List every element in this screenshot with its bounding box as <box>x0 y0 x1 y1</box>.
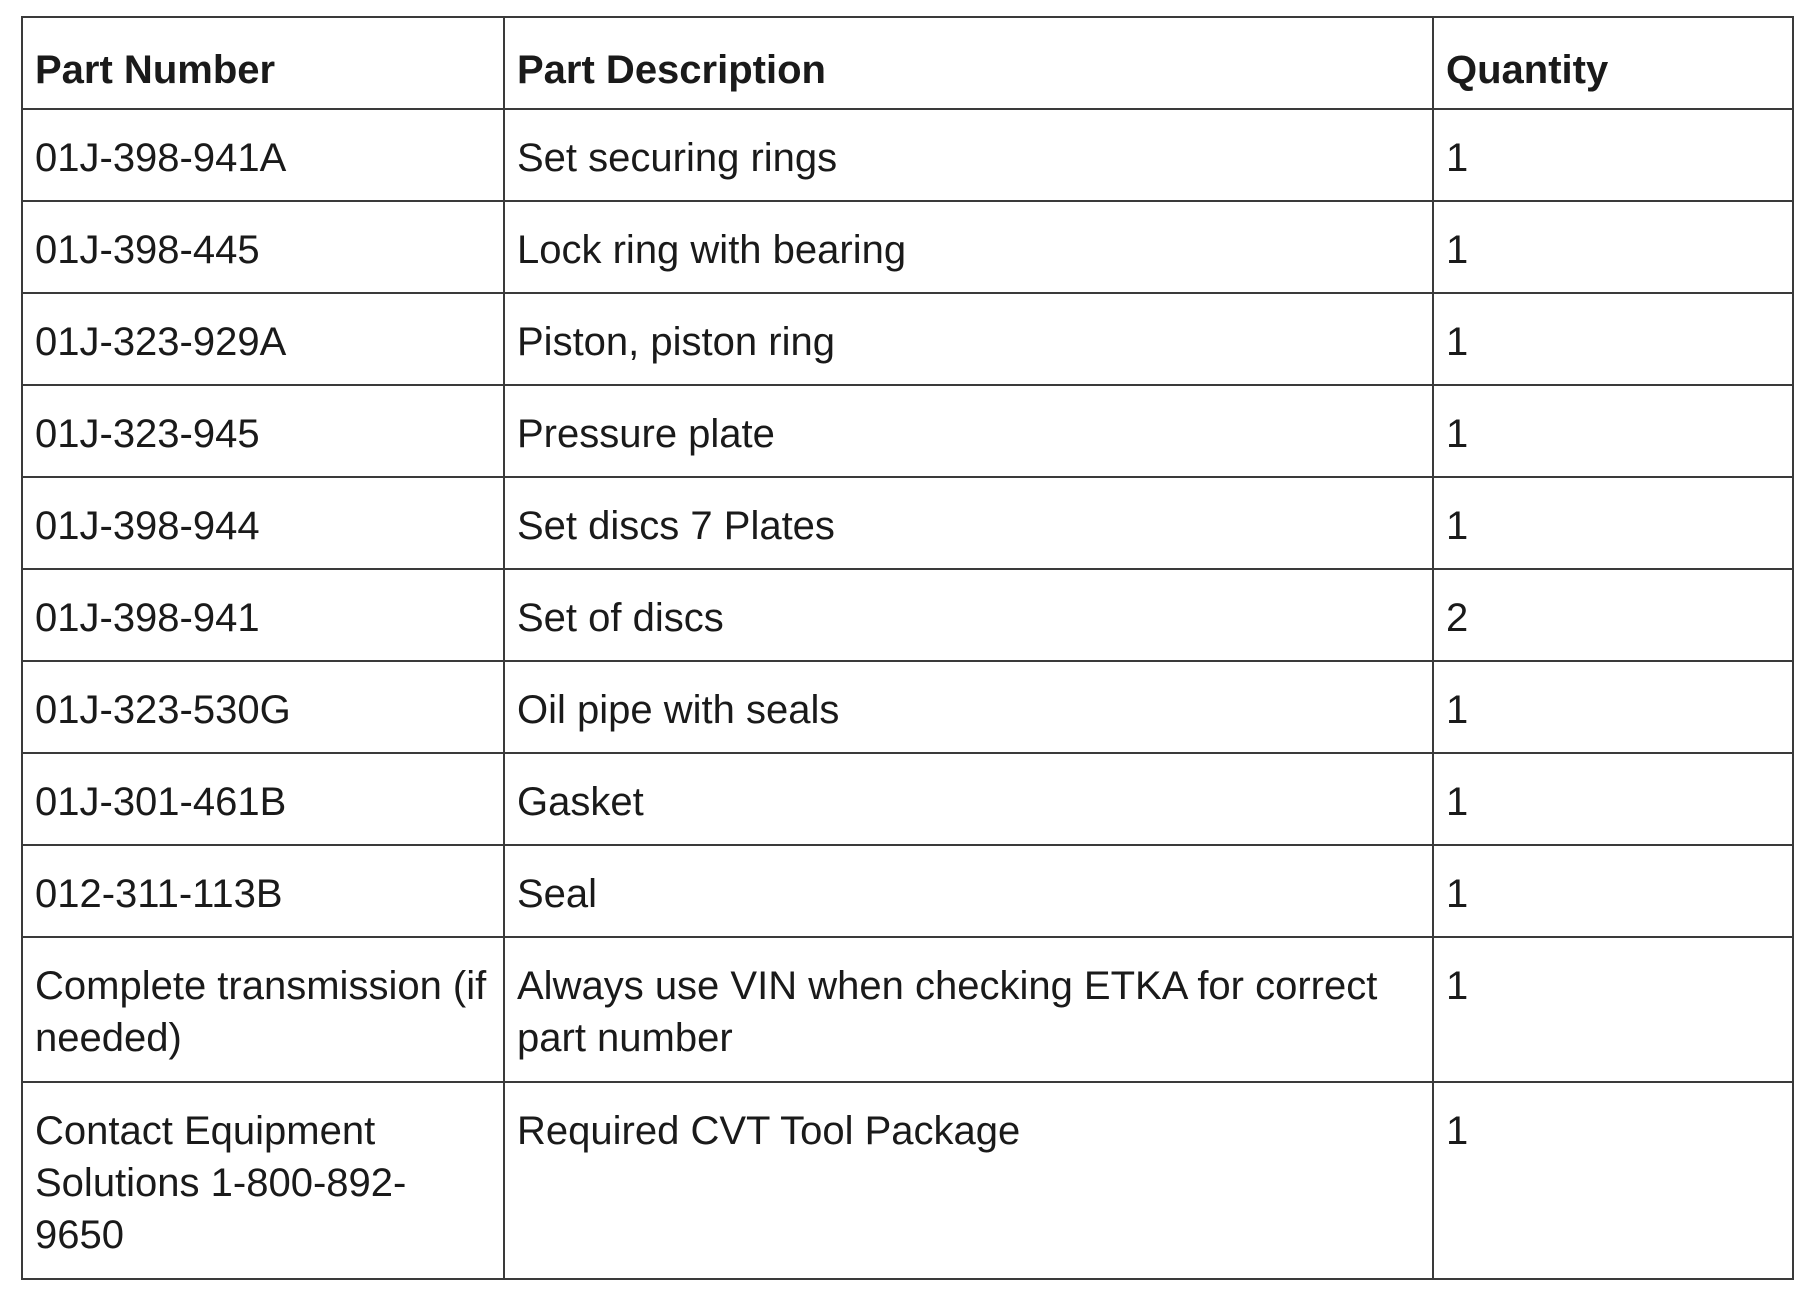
cell-part-description: Lock ring with bearing <box>504 201 1433 293</box>
cell-quantity: 1 <box>1433 109 1793 201</box>
cell-part-description: Seal <box>504 845 1433 937</box>
cell-part-number: 01J-398-941 <box>22 569 504 661</box>
cell-part-number: 012-311-113B <box>22 845 504 937</box>
cell-part-number: 01J-398-941A <box>22 109 504 201</box>
cell-part-description: Set discs 7 Plates <box>504 477 1433 569</box>
table-row <box>22 477 1793 569</box>
cell-part-description: Piston, piston ring <box>504 293 1433 385</box>
cell-part-description: Always use VIN when checking ETKA for correct part number <box>504 937 1433 1082</box>
table-row <box>22 937 1793 1082</box>
table-row <box>22 753 1793 845</box>
cell-quantity: 1 <box>1433 477 1793 569</box>
table-row <box>22 569 1793 661</box>
cell-quantity: 1 <box>1433 385 1793 477</box>
header-part-number: Part Number <box>22 17 504 109</box>
cell-part-number: Complete transmission (if needed) <box>22 937 504 1082</box>
cell-part-number: 01J-301-461B <box>22 753 504 845</box>
table-row <box>22 385 1793 477</box>
cell-part-description: Oil pipe with seals <box>504 661 1433 753</box>
table-header-row <box>22 17 1793 109</box>
table-row <box>22 1082 1793 1279</box>
cell-part-description: Required CVT Tool Package <box>504 1082 1433 1279</box>
table-row <box>22 109 1793 201</box>
header-part-description: Part Description <box>504 17 1433 109</box>
cell-part-number: Contact Equipment Solutions 1-800-892-9650 <box>22 1082 504 1279</box>
table-row <box>22 845 1793 937</box>
cell-quantity: 1 <box>1433 845 1793 937</box>
cell-part-number: 01J-398-944 <box>22 477 504 569</box>
table-row <box>22 293 1793 385</box>
cell-quantity: 2 <box>1433 569 1793 661</box>
cell-part-description: Pressure plate <box>504 385 1433 477</box>
cell-quantity: 1 <box>1433 1082 1793 1279</box>
parts-table <box>21 16 1794 1280</box>
cell-part-number: 01J-323-945 <box>22 385 504 477</box>
cell-quantity: 1 <box>1433 937 1793 1082</box>
cell-quantity: 1 <box>1433 661 1793 753</box>
cell-part-number: 01J-398-445 <box>22 201 504 293</box>
table-row <box>22 661 1793 753</box>
cell-part-description: Set securing rings <box>504 109 1433 201</box>
cell-quantity: 1 <box>1433 753 1793 845</box>
header-quantity: Quantity <box>1433 17 1793 109</box>
cell-quantity: 1 <box>1433 293 1793 385</box>
cell-part-number: 01J-323-530G <box>22 661 504 753</box>
cell-part-description: Set of discs <box>504 569 1433 661</box>
cell-part-number: 01J-323-929A <box>22 293 504 385</box>
table-row <box>22 201 1793 293</box>
cell-quantity: 1 <box>1433 201 1793 293</box>
cell-part-description: Gasket <box>504 753 1433 845</box>
